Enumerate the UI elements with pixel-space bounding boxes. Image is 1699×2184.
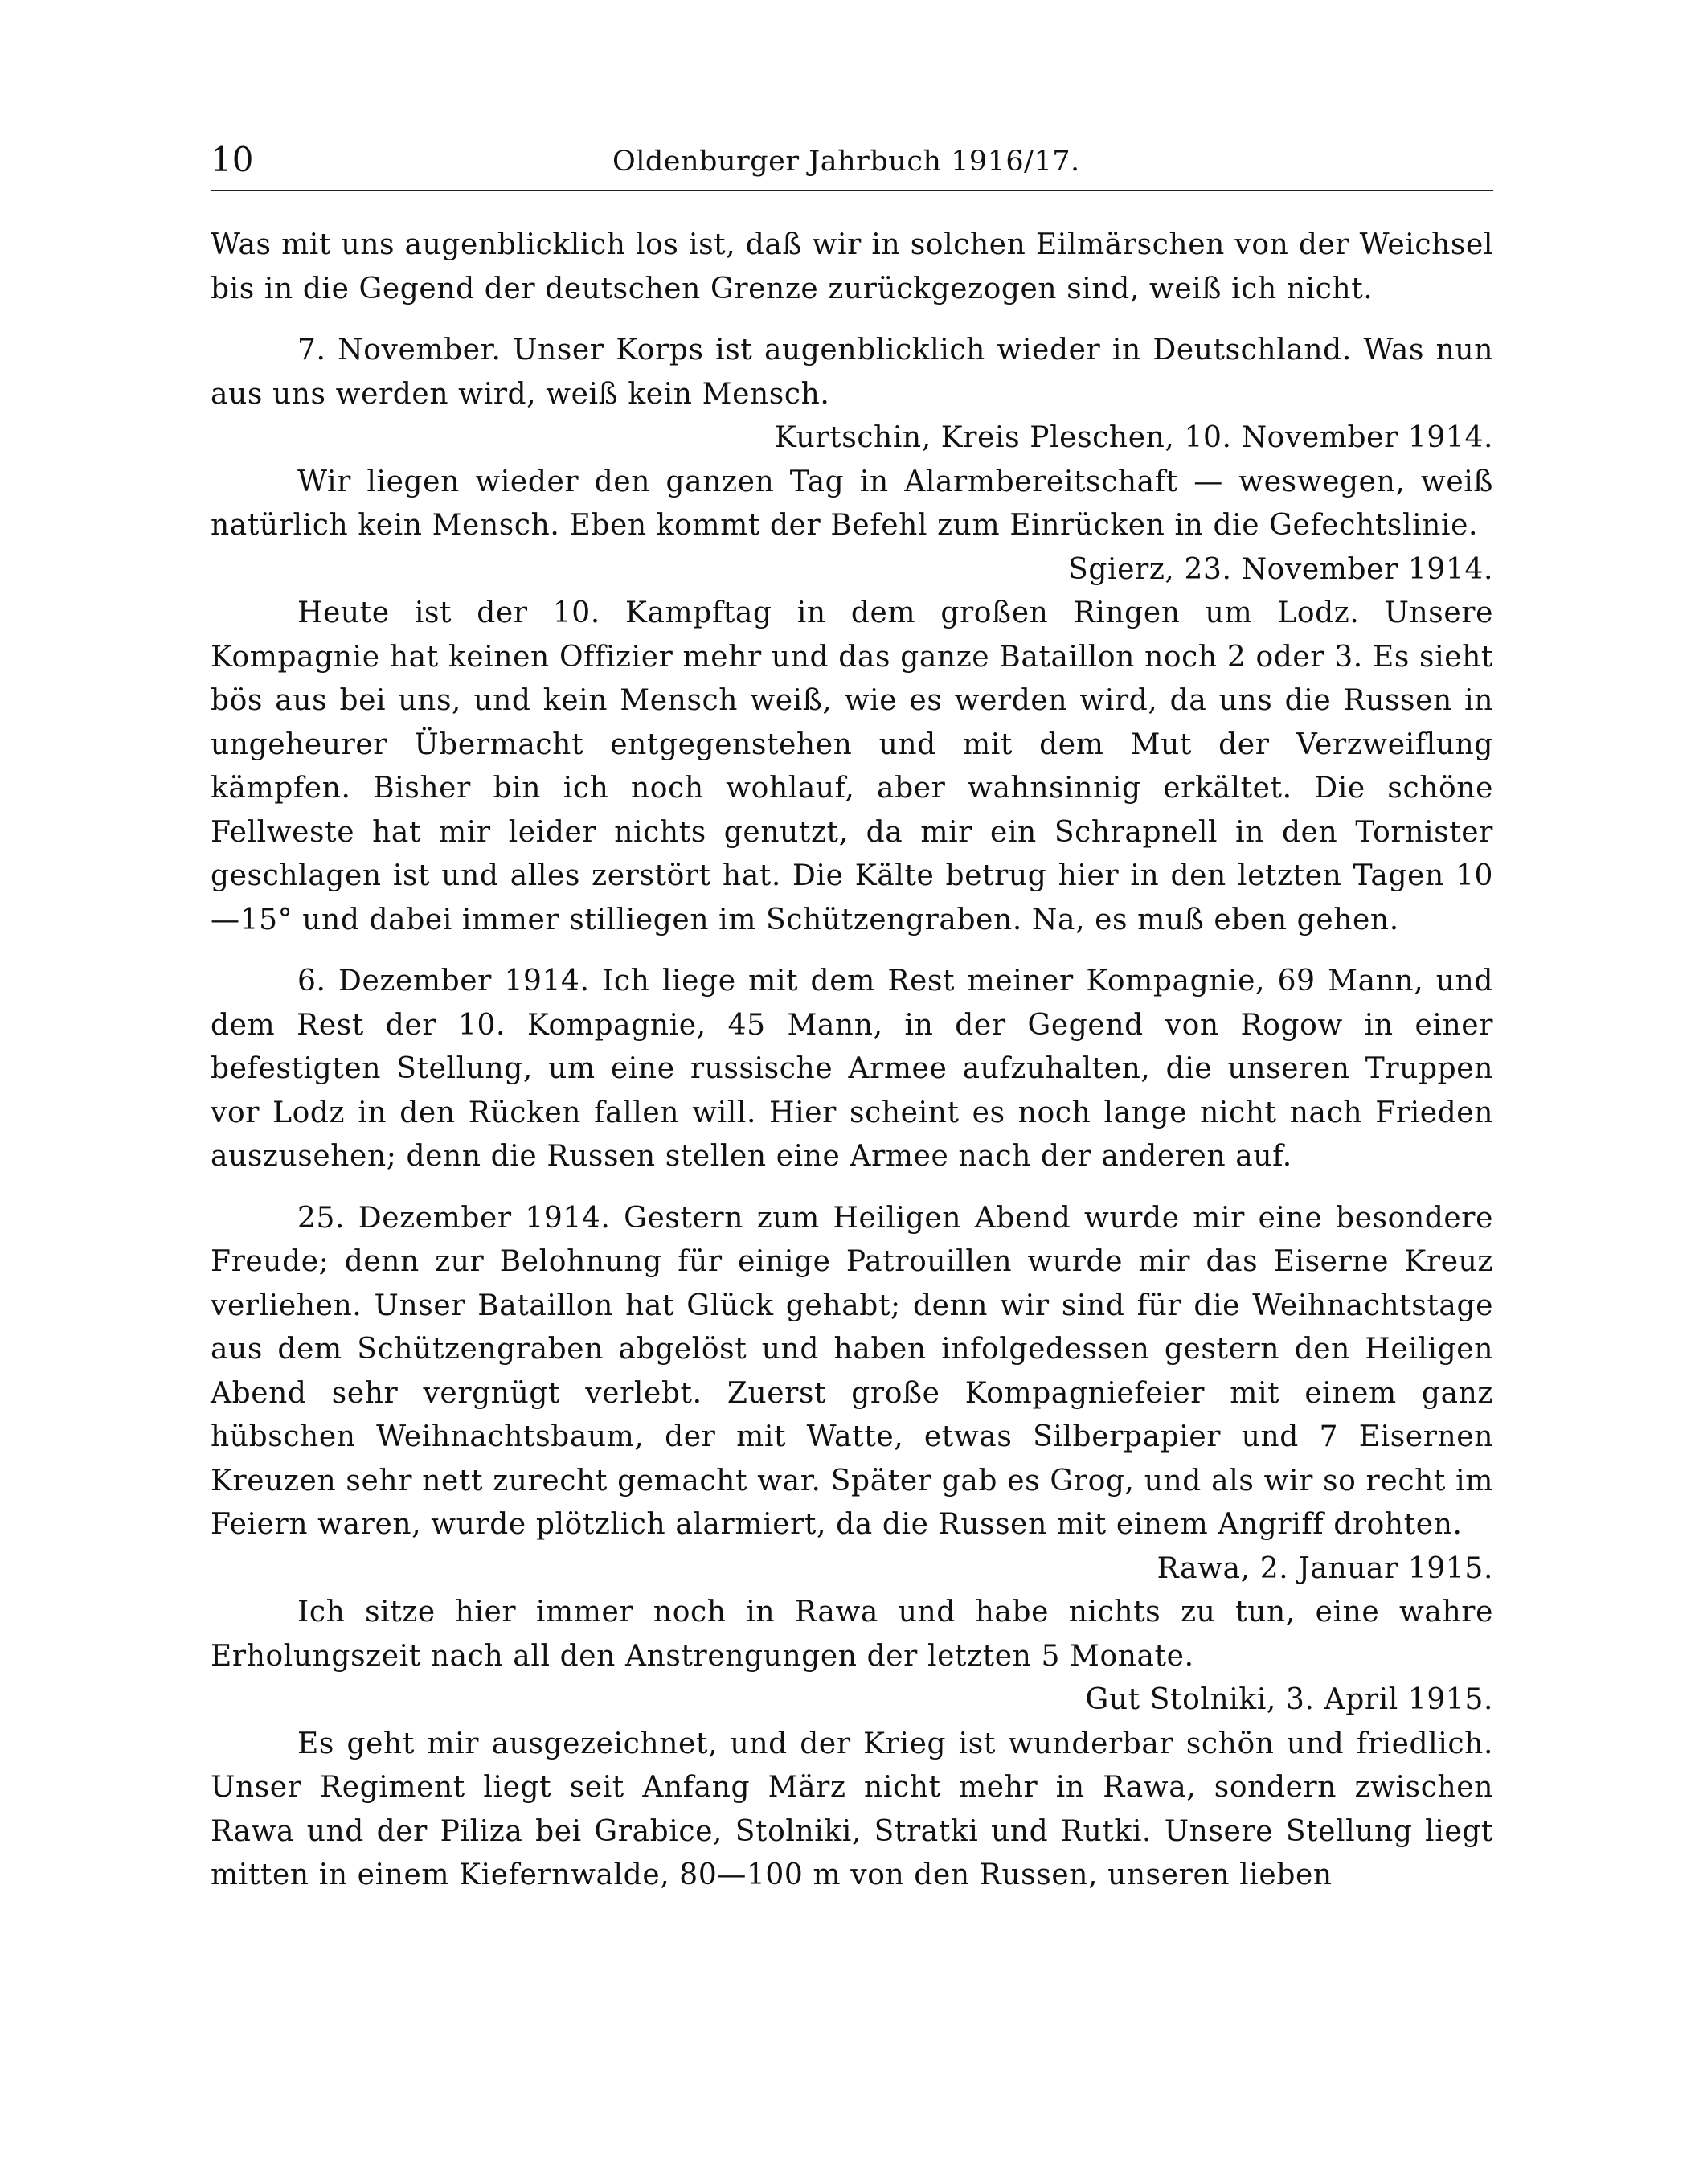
header-rule [211,190,1493,191]
page-header [211,135,1493,188]
paragraph-5: 6. Dezember 1914. Ich liege mit dem Rest meiner Kompagnie, 69 Mann, und dem Rest der 10. Kompagnie, 45 Mann, in der Gegend von Rogow in einer befestigten Stellung, um eine russische Armee aufzuhalten, die unseren Truppen vor Lodz in den Rücken fallen will. Hier scheint es noch lange nicht nach Frieden auszusehen; denn die Russen stellen eine Armee nach der anderen auf. [211,965,1493,1173]
paragraph-7: Ich sitze hier immer noch in Rawa und habe nichts zu tun, eine wahre Erholungszeit nach all den Anstrengungen der letzten 5 Monate. [211,1596,1493,1673]
place-date-heading-3: Rawa, 2. Januar 1915. [1157,1551,1493,1585]
place-date-heading-2: Sgierz, 23. November 1914. [1068,552,1493,586]
paragraph-2: 7. November. Unser Korps ist augenblicklich wieder in Deutschland. Was nun aus uns werden wird, weiß kein Mensch. [211,334,1493,411]
paragraph-3: Wir liegen wieder den ganzen Tag in Alarmbereitschaft — weswegen, weiß natürlich kein Mensch. Eben kommt der Befehl zum Einrücken in die Gefechtslinie. [211,465,1493,542]
paragraph-6: 25. Dezember 1914. Gestern zum Heiligen Abend wurde mir eine besondere Freude; denn zur Belohnung für einige Patrouillen wurde mir das Eiserne Kreuz verliehen. Unser Bataillon hat Glück gehabt; denn wir sind für die Weihnachtstage aus dem Schützengraben abgelöst und haben infolgedessen gestern den Heiligen Abend sehr vergnügt verlebt. Zuerst große Kompagniefeier mit einem ganz hübschen Weihnachtsbaum, der mit Watte, etwas Silberpapier und 7 Eisernen Kreuzen sehr nett zurecht gemacht war. Später gab es Grog, und als wir so recht im Feiern waren, wurde plötzlich alarmiert, da die Russen mit einem Angriff drohten. [211,1201,1493,1541]
paragraph-4: Heute ist der 10. Kampftag in dem großen Ringen um Lodz. Unsere Kompagnie hat keinen Offizier mehr und das ganze Bataillon noch 2 oder 3. Es sieht bös aus bei uns, und kein Mensch weiß, wie es werden wird, da uns die Russen in ungeheurer Übermacht entgegenstehen und mit dem Mut der Verzweiflung kämpfen. Bisher bin ich noch wohlauf, aber wahnsinnig erkältet. Die schöne Fellweste hat mir leider nichts genutzt, da mir ein Schrapnell in den Tornister geschlagen ist und alles zerstört hat. Die Kälte betrug hier in den letzten Tagen 10—15° und dabei immer stilliegen im Schützengraben. Na, es muß eben gehen. [211,596,1493,936]
body-text [211,223,1493,1898]
place-date-heading-4: Gut Stolniki, 3. April 1915. [1085,1683,1493,1716]
place-date-heading-1: Kurtschin, Kreis Pleschen, 10. November 1914. [774,421,1493,454]
running-title: Oldenburger Jahrbuch 1916/17. [612,145,1080,178]
paragraph-8: Es geht mir ausgezeichnet, und der Krieg ist wunderbar schön und friedlich. Unser Regiment liegt seit Anfang März nicht mehr in Rawa, sondern zwischen Rawa und der Piliza bei Grabice, Stolniki, Stratki und Rutki. Unsere Stellung liegt mitten in einem Kiefernwalde, 80—100 m von den Russen, unseren lieben [211,1727,1493,1891]
paragraph-1: Was mit uns augenblicklich los ist, daß wir in solchen Eilmärschen von der Weichsel bis in die Gegend der deutschen Grenze zurückgezogen sind, weiß ich nicht. [211,228,1493,305]
page-number: 10 [211,140,254,179]
